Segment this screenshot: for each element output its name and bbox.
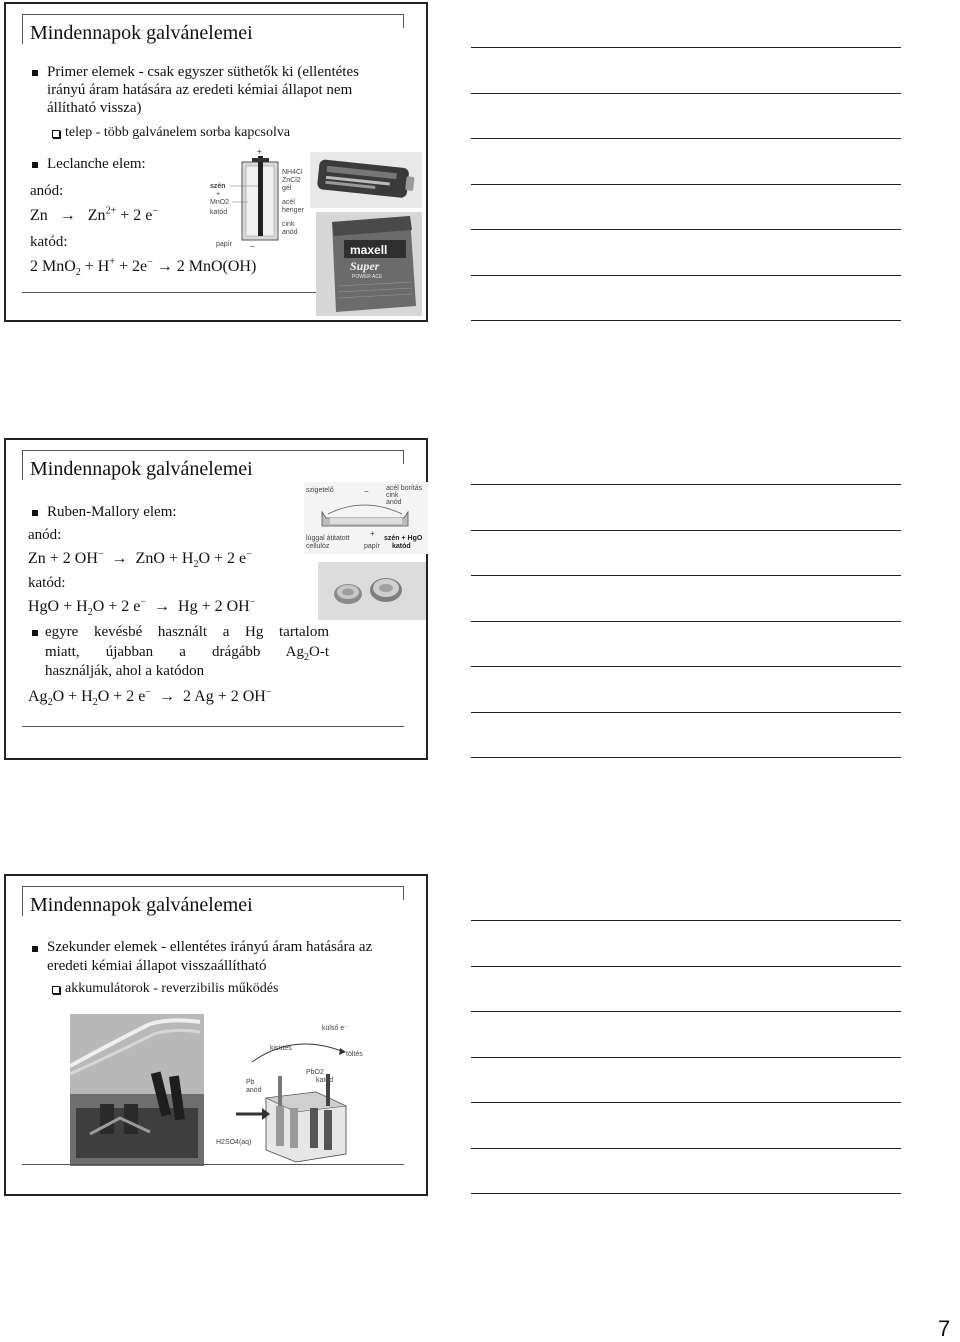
bullet-text-part: O-t (309, 644, 329, 660)
kisutes-label: kisütés (270, 1045, 292, 1052)
eq-sup: − (249, 596, 256, 608)
bullet-text-part: miatt, újabban a drágább Ag (45, 644, 304, 660)
slide-title: Mindennapok galvánelemei (30, 458, 253, 480)
cellulose-label: cellulóz (306, 543, 330, 550)
katod-equation (28, 596, 256, 619)
checkbox-icon (52, 130, 60, 138)
cink-label: cink (282, 221, 295, 228)
eq-sub: 2 (47, 697, 53, 709)
button-cells-photo (318, 562, 426, 620)
lead-acid-cell-diagram (206, 1022, 374, 1168)
eq-sub: 2 (193, 559, 199, 571)
note-line (471, 712, 901, 713)
arrow-icon: → (150, 598, 175, 615)
anod-equation (30, 207, 158, 225)
note-line (471, 1011, 901, 1012)
eq-sup: 2+ (105, 205, 117, 217)
eq-term: HgO + H (28, 598, 88, 615)
arrow-icon: → (51, 207, 84, 224)
flat-battery-photo (316, 212, 422, 316)
eq-sup: − (145, 686, 152, 698)
bullet-text: irányú áram hatására az eredeti kémiai állapot nem (47, 82, 353, 98)
slide-title: Mindennapok galvánelemei (30, 894, 253, 916)
pbo2-label: PbO2 (306, 1069, 324, 1076)
car-battery-photo (70, 1014, 204, 1166)
frame-line (403, 886, 404, 900)
frame-line (403, 450, 404, 464)
katod-equation (30, 256, 257, 279)
bullet-square-icon (32, 70, 38, 76)
eq-sup: − (97, 548, 104, 560)
eq-term: O + 2 e (92, 598, 141, 615)
frame-line (22, 292, 316, 293)
frame-line (22, 450, 404, 451)
frame-line (22, 886, 23, 916)
note-line (471, 575, 901, 576)
bullet-text (45, 643, 329, 661)
eq-term: 2 MnO(OH) (176, 258, 257, 275)
mno2-label: MnO2 (210, 199, 230, 206)
note-line (471, 1057, 901, 1058)
note-line (471, 93, 901, 94)
slide-title: Mindennapok galvánelemei (30, 22, 253, 44)
aa-battery-photo (310, 152, 422, 208)
plus2-label: + (216, 191, 221, 198)
bullet-text: eredeti kémiai állapot visszaállítható (47, 958, 267, 974)
note-line (471, 320, 901, 321)
sub-bullet-text: telep - több galvánelem sorba kapcsolva (65, 125, 291, 140)
note-line (471, 757, 901, 758)
page-number: 7 (938, 1316, 951, 1341)
acel-boritas-label: acél borítás (386, 485, 423, 492)
kulso-e-label: külső e⁻ (322, 1025, 348, 1032)
katod-label: katód (210, 209, 228, 216)
eq-term: Zn (87, 207, 106, 224)
bullet-square-icon (32, 510, 38, 516)
arrow-icon: → (156, 258, 173, 275)
bullet-text: egyre kevésbé használt a Hg tartalom (45, 624, 329, 640)
plus-label: + (370, 529, 375, 538)
eq-term: ZnO + H (135, 550, 194, 567)
nh4cl-label: NH4Cl (282, 169, 303, 176)
bullet-text: Primer elemek - csak egyszer süthetők ki (ellentétes (47, 64, 359, 80)
eq-term: O + 2 e (97, 688, 146, 705)
szen-label: szén (210, 183, 226, 190)
eq-sup: − (246, 548, 252, 560)
checkbox-icon (52, 986, 60, 994)
katod-label: katód (316, 1077, 334, 1084)
note-line (471, 1102, 901, 1103)
eq-term: 2 MnO (30, 258, 76, 275)
eq-term: O + 2 e (198, 550, 247, 567)
plus-label: + (257, 148, 262, 156)
leclanche-cell-diagram (202, 148, 308, 252)
anod-label: anód: (28, 527, 62, 543)
power-label: POWER ACE (352, 274, 383, 280)
katod-label: katód: (28, 575, 66, 591)
eq-term: + H (84, 258, 110, 275)
eq-sub: 2 (87, 607, 93, 619)
slide-2 (4, 438, 428, 760)
eq-term: O + H (52, 688, 93, 705)
eq-term: Hg + 2 OH (178, 598, 250, 615)
bullet-text: Ruben-Mallory elem: (47, 504, 177, 520)
anod-label: anód: (30, 183, 64, 199)
bullet-square-icon (32, 162, 38, 168)
pb-label: Pb (246, 1079, 255, 1086)
gel-label: gél (282, 185, 292, 192)
bullet-text: Leclanche elem: (47, 156, 146, 172)
frame-line (22, 886, 404, 887)
frame-line (403, 14, 404, 28)
note-line (471, 1148, 901, 1149)
brand-label: maxell (350, 243, 388, 257)
anod-label: anód (282, 229, 298, 236)
eq-sup: − (147, 256, 153, 268)
bullet-text: állítható vissza) (47, 100, 142, 116)
frame-line (22, 1164, 404, 1165)
frame-line (22, 14, 23, 44)
eq-term: Zn + 2 OH (28, 550, 98, 567)
zncl2-label: ZnCl2 (282, 177, 301, 184)
anod-label: anód (386, 499, 402, 506)
szigetelo-label: szigetelő (306, 487, 334, 494)
bullet-text: használják, ahol a katódon (45, 663, 205, 679)
frame-line (22, 726, 404, 727)
minus-label: − (250, 242, 255, 251)
eq-sub: 2 (75, 267, 81, 279)
eq-sup: − (140, 596, 147, 608)
note-line (471, 530, 901, 531)
anod-equation (28, 548, 252, 571)
eq-sup: − (152, 205, 158, 217)
szen-hgo-label: szén + HgO (384, 535, 423, 542)
katod-label: katód (392, 543, 411, 550)
note-line (471, 47, 901, 48)
frame-line (22, 450, 23, 480)
eq-sup: − (265, 686, 272, 698)
silver-equation (28, 686, 272, 709)
note-line (471, 184, 901, 185)
eq-sup: + (109, 256, 115, 268)
cink-label: cink (386, 492, 399, 499)
eq-term: + 2e (119, 258, 148, 275)
henger-label: henger (282, 207, 304, 214)
slide-3 (4, 874, 428, 1196)
note-line (471, 484, 901, 485)
note-line (471, 621, 901, 622)
eq-term: 2 Ag + 2 OH (183, 688, 266, 705)
acel-label: acél (282, 199, 295, 206)
super-label: Super (350, 259, 380, 273)
note-line (471, 229, 901, 230)
note-line (471, 1193, 901, 1194)
papir-label: papír (216, 241, 232, 248)
anod-label: anód (246, 1087, 262, 1094)
note-line (471, 666, 901, 667)
eq-term: + 2 e (120, 207, 153, 224)
katod-label: katód: (30, 234, 68, 250)
arrow-icon: → (155, 688, 180, 705)
toltes-label: töltés (346, 1051, 363, 1058)
note-line (471, 138, 901, 139)
bullet-text: Szekunder elemek - ellentétes irányú áram hatására az (47, 939, 373, 955)
eq-term: Zn (30, 207, 48, 224)
lugos-label: lúggal átitatott (306, 535, 350, 542)
minus-label: − (364, 487, 369, 496)
frame-line (22, 14, 404, 15)
bullet-square-icon (32, 946, 38, 952)
bullet-square-icon (32, 630, 38, 636)
eq-sub: 2 (92, 697, 98, 709)
note-line (471, 275, 901, 276)
h2so4-label: H2SO4(aq) (216, 1139, 252, 1146)
button-cell-diagram (304, 482, 428, 554)
sub-bullet-text: akkumulátorok - reverzibilis működés (65, 981, 279, 996)
eq-sub: 2 (304, 652, 309, 663)
papir-label: papír (364, 543, 380, 550)
note-line (471, 966, 901, 967)
note-line (471, 920, 901, 921)
eq-term: Ag (28, 688, 48, 705)
slide-1 (4, 2, 428, 322)
arrow-icon: → (107, 550, 132, 567)
